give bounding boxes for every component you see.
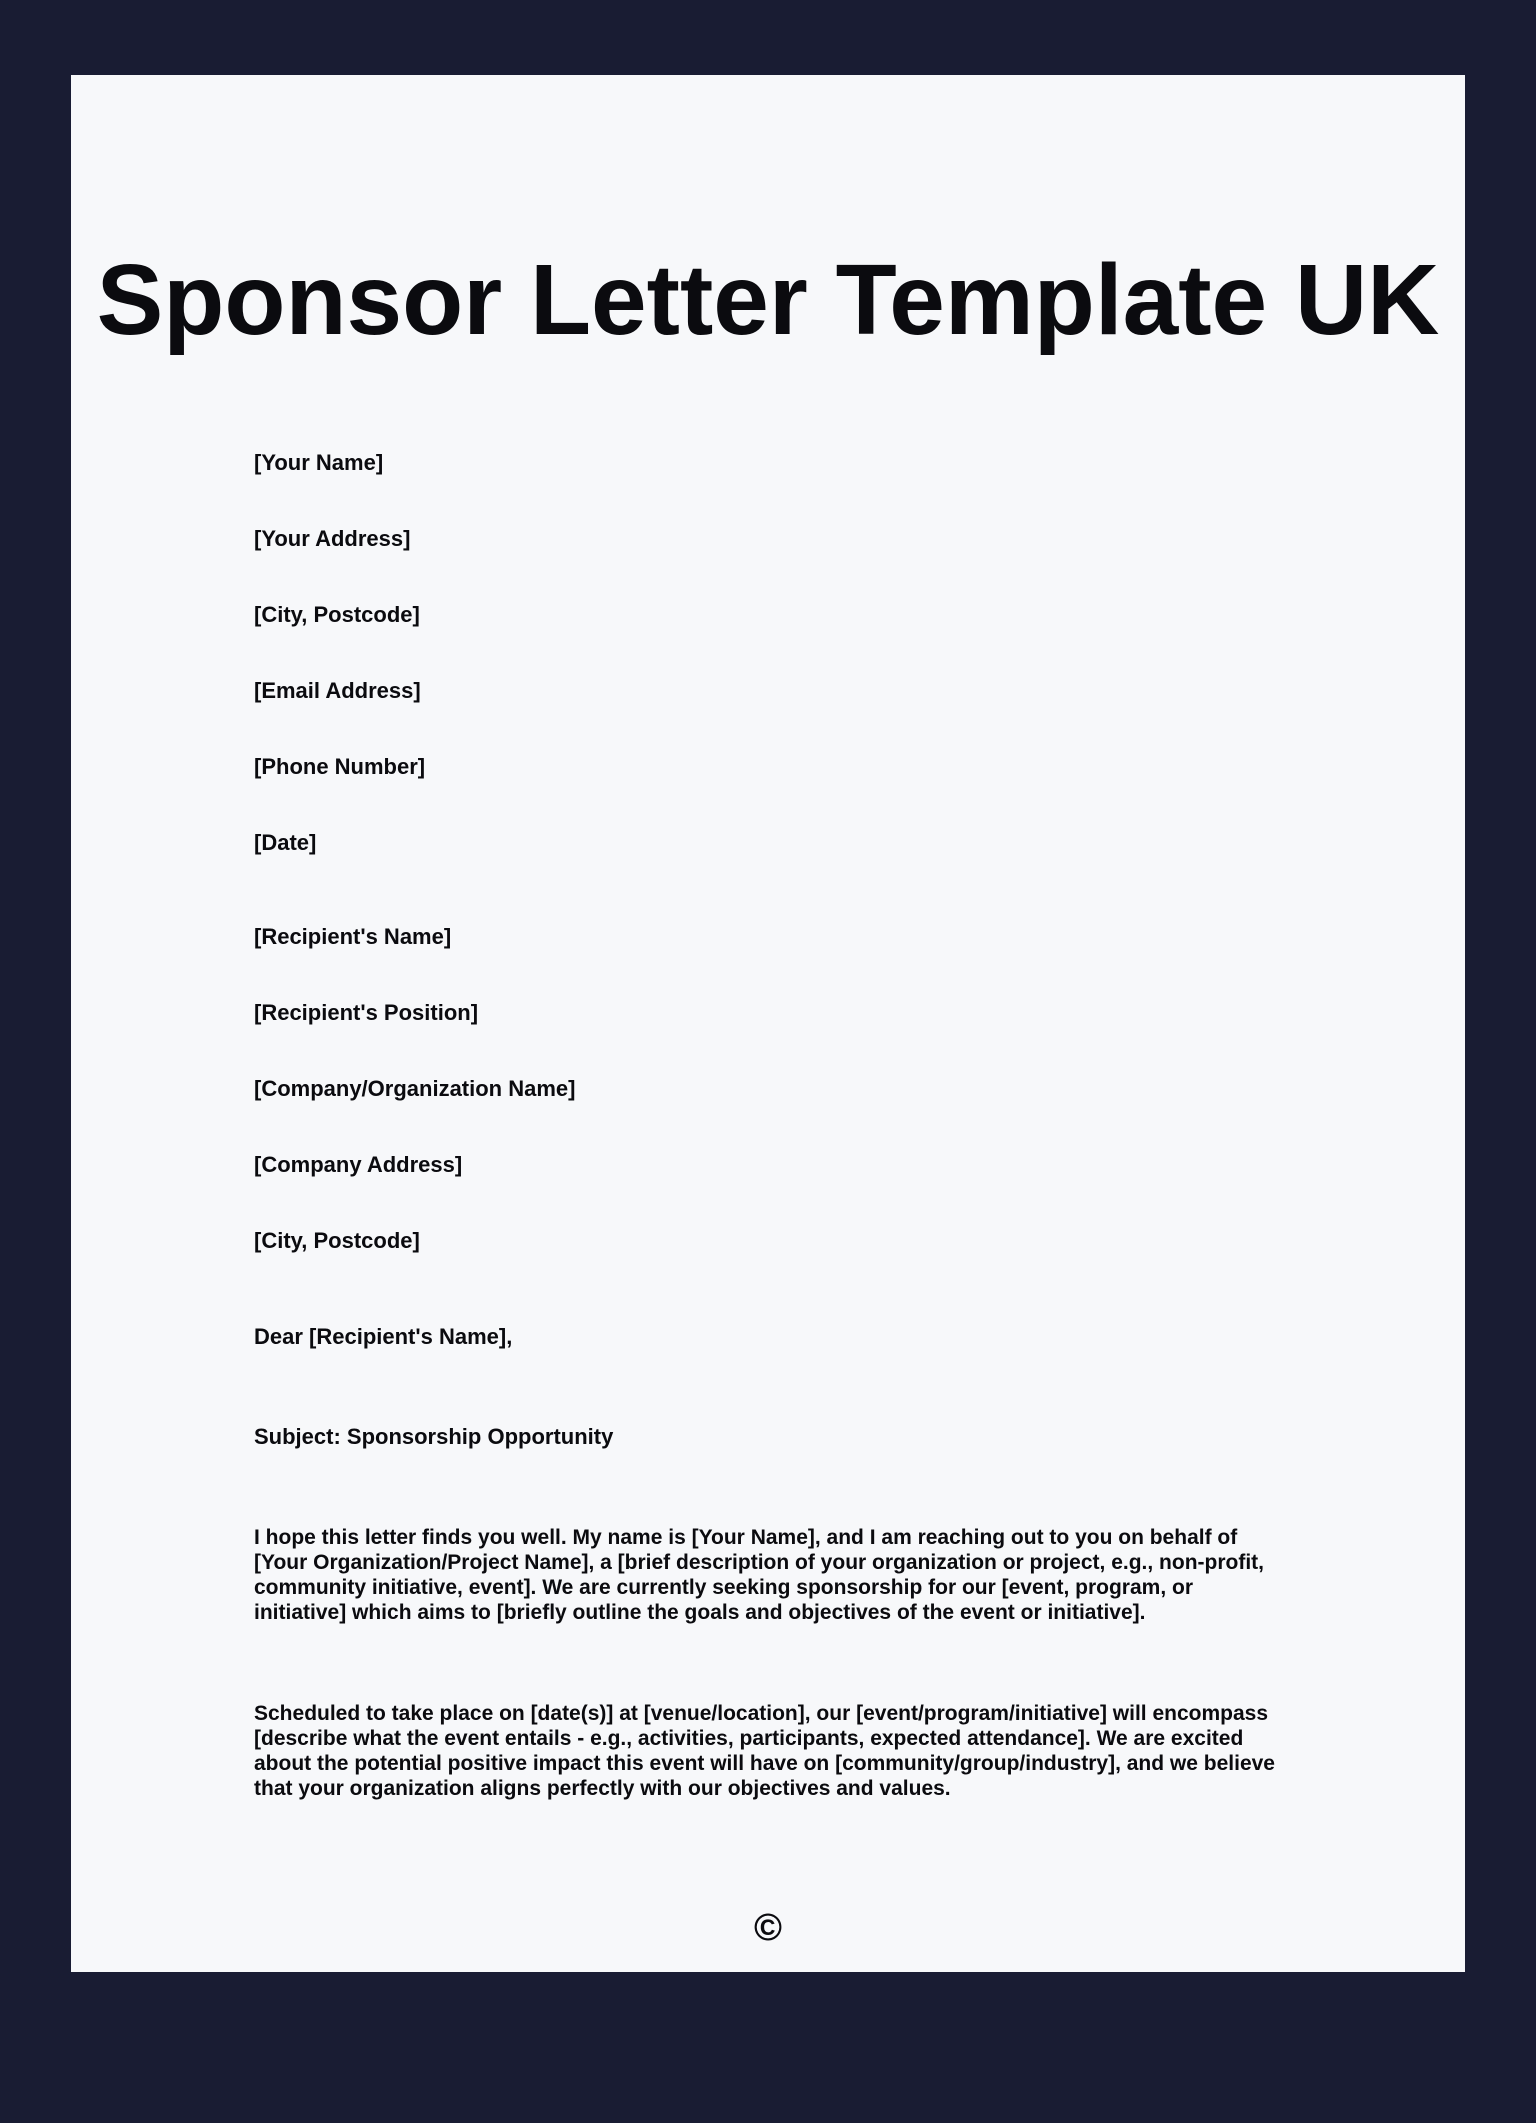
subject-line: Subject: Sponsorship Opportunity <box>254 1424 614 1449</box>
sender-address-block <box>254 450 1355 856</box>
salutation: Dear [Recipient's Name], <box>254 1324 513 1349</box>
event-details-paragraph: Scheduled to take place on [date(s)] at [venue/location], our [event/program/initiative] will encompass [describe what the event entails - e.g., activities, participants, expected attendance]. We are excited about the potential positive impact this event will have on [community/group/industry], and we believe that your organization aligns perfectly with our objectives and values. <box>254 1702 1275 1800</box>
copyright-icon: © <box>754 1907 782 1949</box>
letter-body <box>71 450 1465 1948</box>
company-address-line: [Company Address] <box>254 1152 463 1177</box>
letter-page <box>71 75 1465 1972</box>
date-line: [Date] <box>254 830 317 855</box>
sender-address-line: [Your Address] <box>254 526 411 551</box>
sender-phone-line: [Phone Number] <box>254 754 426 779</box>
sender-name-line: [Your Name] <box>254 450 384 475</box>
recipient-name-line: [Recipient's Name] <box>254 924 452 949</box>
page-title: Sponsor Letter Template UK <box>96 244 1440 356</box>
company-name-line: [Company/Organization Name] <box>254 1076 576 1101</box>
intro-paragraph: I hope this letter finds you well. My name is [Your Name], and I am reaching out to you on behalf of [Your Organization/Project Name], a [brief description of your organization or project, e.g., non-profit, community initiative, event]. We are currently seeking sponsorship for our [event, program, or initiative] which aims to [briefly outline the goals and objectives of the event or initiative]. <box>254 1526 1265 1624</box>
company-city-line: [City, Postcode] <box>254 1228 420 1253</box>
sender-email-line: [Email Address] <box>254 678 421 703</box>
sender-city-line: [City, Postcode] <box>254 602 420 627</box>
recipient-position-line: [Recipient's Position] <box>254 1000 479 1025</box>
recipient-address-block <box>254 924 1355 1254</box>
